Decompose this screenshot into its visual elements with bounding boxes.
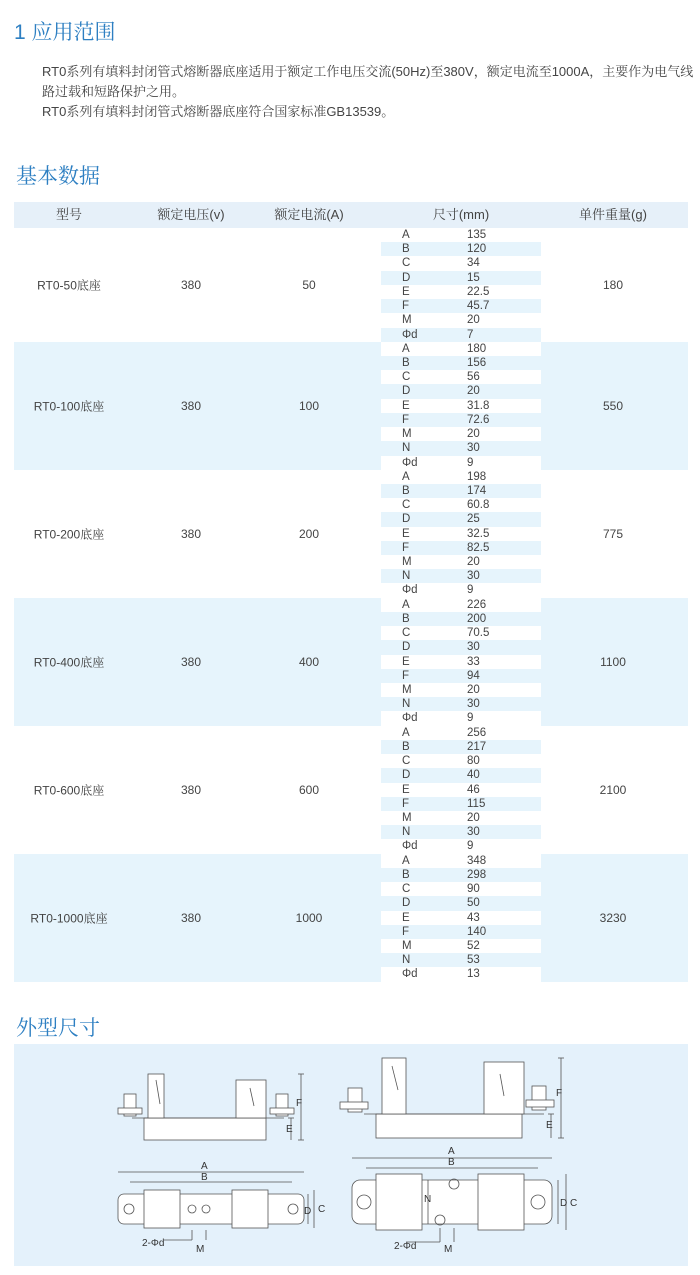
dimension-value: 7 [467,328,474,341]
label-B-large: B [448,1157,455,1168]
dimension-row [381,271,541,285]
model-cell: RT0-50底座 [37,278,101,293]
dimension-value: 31.8 [467,399,490,412]
dimension-row [381,299,541,313]
dimension-row [381,825,541,839]
dimension-key: B [402,243,410,256]
label-E-small: E [286,1124,293,1135]
dimension-row [381,427,541,441]
dimension-value: 33 [467,655,480,668]
dimension-key: D [402,769,411,782]
dimension-value: 30 [467,641,480,654]
dimension-key: C [402,755,411,768]
dimension-key: Φd [402,584,418,597]
dimension-value: 46 [467,783,480,796]
dimension-row [381,626,541,640]
dimension-key: E [402,783,410,796]
dimension-row [381,669,541,683]
dimension-value: 32.5 [467,527,490,540]
dimension-row [381,768,541,782]
table-row [14,726,688,854]
dimension-value: 20 [467,556,480,569]
current-cell: 600 [298,782,320,797]
dimension-key: F [402,669,410,682]
header-voltage: 额定电压(v) [157,207,225,222]
table-row [14,470,688,598]
dimension-value: 174 [467,484,487,497]
dimension-row [381,413,541,427]
dimension-row [381,896,541,910]
voltage-cell: 380 [180,782,202,797]
model-cell: RT0-400底座 [33,655,105,670]
label-A-large: A [448,1146,455,1157]
dimension-value: 52 [467,939,480,952]
dimension-value: 22.5 [467,285,490,298]
dimension-value: 90 [467,883,480,896]
dimension-row [381,484,541,498]
dimension-key: E [402,655,410,668]
dimension-key: B [402,612,410,625]
dimension-key: D [402,385,411,398]
intro-paragraph-2: RT0系列有填料封闭管式熔断器底座符合国家标准GB13539。 [42,104,395,119]
dimension-row [381,967,541,981]
dimension-value: 43 [467,911,480,924]
dimension-key: C [402,499,411,512]
weight-cell: 2100 [599,782,627,797]
dimension-row [381,754,541,768]
dimension-list [381,598,541,726]
dimension-row [381,939,541,953]
dimension-key: C [402,627,411,640]
dimension-value: 198 [467,470,487,483]
dimension-key: F [402,413,410,426]
dimension-row [381,313,541,327]
dimension-key: M [402,314,412,327]
dimension-value: 94 [467,669,480,682]
voltage-cell: 380 [180,654,202,669]
dimension-row [381,342,541,356]
dimension-row [381,555,541,569]
dimension-list [381,228,541,342]
dimension-row [381,456,541,470]
side-view-large [340,1058,564,1138]
current-cell: 50 [302,277,316,292]
weight-cell: 550 [602,398,624,413]
dimension-value: 70.5 [467,627,490,640]
dimension-drawings [14,1044,688,1266]
section-title-application: 1 应用范围 [14,21,116,44]
dimension-value: 20 [467,812,480,824]
dimension-key: N [402,698,411,711]
voltage-cell: 380 [180,277,202,292]
model-cell: RT0-1000底座 [30,911,108,926]
dimension-key: C [402,883,411,896]
voltage-cell: 380 [180,526,202,541]
dimension-key: B [402,868,410,881]
dimension-value: 226 [467,598,487,611]
dimension-row [381,811,541,825]
dimension-value: 20 [467,428,480,441]
dimension-row [381,470,541,484]
voltage-cell: 380 [180,398,202,413]
dimension-key: A [402,470,410,483]
label-F-small: F [296,1098,303,1109]
dimension-value: 140 [467,925,487,938]
dimension-row [381,256,541,270]
dimension-row [381,370,541,384]
model-cell: RT0-200底座 [33,527,105,542]
table-row [14,854,688,982]
dimension-value: 30 [467,570,480,583]
dimension-row [381,527,541,541]
dimension-list [381,726,541,854]
dimension-key: A [402,854,410,867]
dimension-key: Φd [402,840,418,853]
current-cell: 1000 [295,910,323,925]
top-view-large [352,1158,566,1242]
label-hole-large: 2-Φd [394,1241,417,1252]
voltage-cell: 380 [180,910,202,925]
dimension-row [381,228,541,242]
dimension-row [381,953,541,967]
dimension-value: 135 [467,229,487,241]
dimension-row [381,598,541,612]
dimension-value: 40 [467,769,480,782]
dimension-key: B [402,484,410,497]
dimension-row [381,583,541,597]
label-E-large: E [546,1120,553,1131]
dimension-row [381,498,541,512]
dimension-key: M [402,812,412,824]
dimension-list [381,854,541,982]
table-row [14,342,688,470]
dimension-row [381,384,541,398]
model-cell: RT0-600底座 [33,783,105,798]
dimension-row [381,512,541,526]
dimension-key: E [402,285,410,298]
dimension-value: 348 [467,854,487,867]
label-D-small: D [304,1206,312,1217]
label-C-small: C [318,1204,326,1215]
dimension-value: 25 [467,513,480,526]
top-view-small [118,1172,314,1240]
dimension-value: 20 [467,314,480,327]
dimension-row [381,882,541,896]
label-D-large: D [560,1198,568,1209]
dimension-key: A [402,726,410,739]
dimension-key: Φd [402,456,418,469]
dimension-value: 200 [467,612,487,625]
dimension-key: M [402,556,412,569]
dimension-value: 30 [467,826,480,839]
section-title-dimensions: 外型尺寸 [16,1017,100,1040]
label-M-large: M [444,1244,453,1255]
dimension-value: 9 [467,840,474,853]
dimension-key: E [402,911,410,924]
dimension-value: 30 [467,698,480,711]
dimension-row [381,399,541,413]
dimension-value: 50 [467,897,480,910]
dimension-value: 13 [467,968,480,981]
dimension-key: N [402,954,411,967]
dimension-value: 20 [467,684,480,697]
dimension-row [381,612,541,626]
dimension-key: F [402,797,410,810]
dimension-value: 256 [467,726,487,739]
dimension-value: 120 [467,243,487,256]
label-A-small: A [201,1161,208,1172]
weight-cell: 3230 [599,910,627,925]
dimension-row [381,726,541,740]
dimension-row [381,242,541,256]
dimension-value: 56 [467,371,480,384]
dimension-value: 60.8 [467,499,490,512]
dimension-key: M [402,684,412,697]
table-header [14,202,688,228]
dimension-key: F [402,925,410,938]
dimension-row [381,740,541,754]
dimension-value: 72.6 [467,413,490,426]
model-cell: RT0-100底座 [33,399,105,414]
dimension-row [381,911,541,925]
dimension-key: Φd [402,712,418,725]
dimension-row [381,683,541,697]
dimension-value: 20 [467,385,480,398]
weight-cell: 180 [602,277,624,292]
intro-text [20,62,695,122]
dimension-row [381,854,541,868]
weight-cell: 775 [602,526,624,541]
dimension-key: A [402,598,410,611]
dimension-row [381,697,541,711]
label-N-large: N [424,1194,432,1205]
dimension-key: B [402,740,410,753]
dimension-key: B [402,356,410,369]
label-hole-small: 2-Φd [142,1238,165,1249]
dimension-key: F [402,300,410,313]
intro-paragraph-1: RT0系列有填料封闭管式熔断器底座适用于额定工作电压交流(50Hz)至380V，额定电流至1000A，主要作为电气线路过载和短路保护之用。 [42,64,694,99]
dimension-key: A [402,229,410,241]
dimension-key: D [402,513,411,526]
dimension-key: D [402,641,411,654]
dimension-value: 30 [467,442,480,455]
dimension-value: 82.5 [467,541,490,554]
current-cell: 400 [298,654,320,669]
dimension-key: Φd [402,968,418,981]
dimension-value: 9 [467,584,474,597]
dimension-value: 34 [467,257,480,270]
dimension-key: E [402,527,410,540]
dimension-row [381,868,541,882]
dimension-row [381,783,541,797]
dimension-value: 80 [467,755,480,768]
dimension-row [381,839,541,853]
dimension-value: 217 [467,740,487,753]
dimension-key: M [402,428,412,441]
header-dimensions: 尺寸(mm) [432,207,490,222]
dimension-key: N [402,826,411,839]
dimension-row [381,541,541,555]
dimension-row [381,640,541,654]
dimension-key: D [402,271,411,284]
label-M-small: M [196,1244,205,1255]
dimension-value: 53 [467,954,480,967]
dimension-key: Φd [402,328,418,341]
current-cell: 100 [298,398,320,413]
dimension-row [381,925,541,939]
table-row [14,228,688,342]
dimension-row [381,285,541,299]
dimension-value: 298 [467,868,487,881]
dimension-key: C [402,371,411,384]
dimension-value: 15 [467,271,480,284]
dimension-list [381,470,541,598]
label-F-large: F [556,1088,563,1099]
dimension-row [381,655,541,669]
side-view-small [118,1074,304,1140]
header-model: 型号 [55,207,83,222]
dimension-row [381,797,541,811]
weight-cell: 1100 [600,654,626,669]
dimension-value: 180 [467,342,487,355]
dimension-value: 9 [467,456,474,469]
dimension-key: M [402,939,412,952]
dimension-value: 45.7 [467,300,490,313]
section-title-basic-data: 基本数据 [16,165,100,188]
header-weight: 单件重量(g) [579,207,647,222]
dimension-row [381,569,541,583]
drawing-canvas [14,1044,688,1266]
current-cell: 200 [298,526,320,541]
dimension-key: D [402,897,411,910]
dimension-value: 115 [467,797,486,810]
dimension-key: F [402,541,410,554]
dimension-key: N [402,570,411,583]
label-C-large: C [570,1198,578,1209]
dimension-row [381,328,541,342]
dimension-row [381,711,541,725]
dimension-value: 9 [467,712,474,725]
dimension-key: A [402,342,410,355]
dimension-value: 156 [467,356,487,369]
dimension-row [381,441,541,455]
dimension-key: E [402,399,410,412]
label-B-small: B [201,1172,208,1183]
table-row [14,598,688,726]
dimension-row [381,356,541,370]
dimension-key: N [402,442,411,455]
dimension-list [381,342,541,470]
dimension-key: C [402,257,411,270]
header-current: 额定电流(A) [274,207,344,222]
